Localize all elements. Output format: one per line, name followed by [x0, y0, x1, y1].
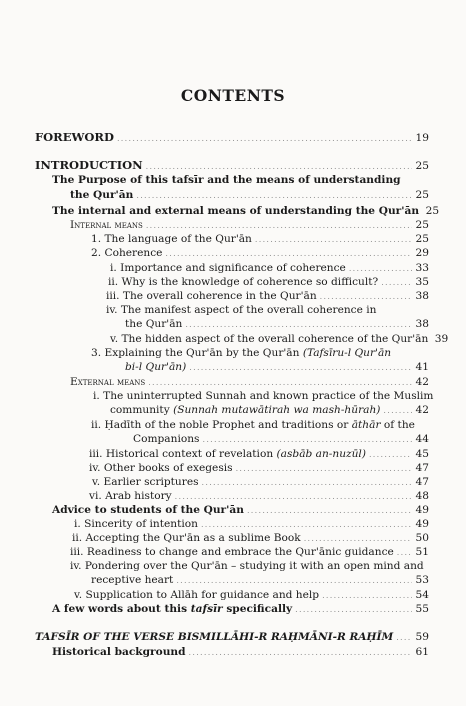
leader-dots [165, 247, 412, 260]
entry-number: iv. [89, 462, 101, 474]
entry-title-cont: bi-l Qur'ān) [125, 361, 187, 373]
entry-number: iii. [70, 546, 84, 558]
entry-title: Arab history [105, 490, 172, 502]
entry-title: A few words about this [52, 603, 188, 615]
page-number: 59 [415, 631, 429, 643]
page-number: 47 [415, 476, 429, 488]
entry-title: TAFSĪR OF THE VERSE BISMILLĀHI-R RAḤMĀNI-R RAḤĪM [35, 631, 394, 643]
entry-title: Explaining the Qur'ān by the Qur'ān [104, 347, 300, 359]
page-number: 47 [415, 462, 429, 474]
entry-number: v. [92, 476, 101, 488]
page-number: 33 [415, 262, 429, 274]
page-number: 54 [415, 589, 429, 601]
entry-title: Other books of exegesis [103, 462, 233, 474]
page-number: 35 [415, 276, 429, 288]
entry-title-italic: āthār [351, 419, 381, 431]
entry-title: Historical context of revelation [105, 448, 274, 460]
page-title: CONTENTS [180, 86, 286, 105]
entry-title-cont: Companions [133, 433, 200, 445]
page-number: 39 [434, 333, 449, 345]
leader-dots [255, 233, 412, 246]
entry-title-tail: specifically [226, 603, 293, 615]
page-number: 44 [415, 433, 429, 445]
entry-title-italic: (Tafsīru-l Qur'ān [302, 347, 392, 359]
entry-number: 3. [91, 347, 102, 359]
entry-title: The hidden aspect of the overall coherence of the Qur'ān [121, 333, 429, 345]
page-number: 53 [415, 574, 429, 586]
leader-dots [176, 574, 412, 587]
entry-title-cont: community [110, 404, 170, 416]
entry-number: iii. [89, 448, 103, 460]
entry-title: Advice to students of the Qur'ān [52, 504, 244, 516]
entry-title-tail: of the [383, 419, 415, 431]
entry-number: 2. [91, 247, 102, 259]
entry-title-cont: receptive heart [91, 574, 174, 586]
page-number: 51 [415, 546, 429, 558]
entry-title: Why is the knowledge of coherence so difficult? [121, 276, 379, 288]
leader-dots [322, 589, 412, 602]
page-number: 25 [415, 233, 429, 245]
entry-title: The language of the Qur'ān [104, 233, 252, 245]
entry-title: Earlier scriptures [103, 476, 199, 488]
entry-title: Pondering over the Qur'ān – studying it with an open mind and [84, 560, 424, 572]
entry-title: Importance and significance of coherence [120, 262, 346, 274]
leader-dots [397, 546, 412, 559]
entry-title: The internal and external means of understanding the Qur'ān [52, 205, 420, 217]
entry-title-italic: (asbāb an-nuzūl) [276, 448, 366, 460]
leader-dots [202, 476, 412, 489]
page-number: 42 [415, 404, 429, 416]
entry-title: FOREWORD [35, 130, 114, 144]
entry-title-cont: the Qur'ān [70, 189, 134, 201]
page-number: 38 [415, 318, 429, 330]
page-number: 45 [415, 448, 429, 460]
entry-title-italic: tafsīr [190, 603, 223, 615]
leader-dots [381, 276, 412, 289]
entry-number: ii. [108, 276, 119, 288]
page-number: 41 [415, 361, 429, 373]
leader-dots [189, 361, 412, 374]
page-number: 42 [415, 376, 429, 388]
entry-number: i. [110, 262, 117, 274]
leader-dots [383, 404, 412, 417]
leader-dots [320, 290, 412, 303]
page-number: 49 [415, 504, 429, 516]
leader-dots [295, 603, 412, 616]
entry-title: External means [70, 376, 146, 388]
entry-number: v. [110, 333, 119, 345]
leader-dots [146, 219, 412, 232]
entry-title: Coherence [104, 247, 163, 259]
entry-title: Internal means [70, 219, 143, 231]
entry-number: iv. [70, 560, 82, 572]
leader-dots [349, 262, 412, 275]
leader-dots [396, 631, 412, 644]
entry-number: 1. [91, 233, 102, 245]
page-number: 25 [415, 219, 429, 231]
entry-number: v. [74, 589, 83, 601]
page-number: 50 [415, 532, 429, 544]
page-number: 48 [415, 490, 429, 502]
leader-dots [304, 532, 412, 545]
entry-title: Accepting the Qur'ān as a sublime Book [85, 532, 301, 544]
page-number: 55 [415, 603, 429, 615]
leader-dots [189, 646, 412, 659]
page-number: 61 [415, 646, 429, 658]
page-number: 25 [415, 189, 429, 201]
entry-number: i. [93, 390, 100, 402]
leader-dots [117, 132, 412, 145]
leader-dots [201, 518, 412, 531]
entry-number: ii. [72, 532, 83, 544]
entry-title: The Purpose of this tafsīr and the means of understanding [52, 174, 401, 186]
entry-title: Supplication to Allāh for guidance and help [85, 589, 320, 601]
page-number: 25 [425, 205, 440, 217]
page-number: 19 [415, 132, 429, 144]
entry-title: Readiness to change and embrace the Qur'ānic guidance [86, 546, 394, 558]
entry-number: iv. [106, 304, 118, 316]
leader-dots [146, 160, 412, 173]
entry-title-italic: (Sunnah mutawātirah wa mash-hūrah) [173, 404, 381, 416]
leader-dots [175, 490, 412, 503]
page-number: 29 [415, 247, 429, 259]
entry-title: INTRODUCTION [35, 158, 143, 172]
leader-dots [369, 448, 412, 461]
entry-number: i. [74, 518, 81, 530]
entry-number: iii. [106, 290, 120, 302]
entry-title: The manifest aspect of the overall coherence in [120, 304, 377, 316]
leader-dots [202, 433, 412, 446]
page-number: 49 [415, 518, 429, 530]
leader-dots [185, 318, 412, 331]
page-number: 38 [415, 290, 429, 302]
leader-dots [136, 189, 412, 202]
leader-dots [236, 462, 412, 475]
entry-title: The uninterrupted Sunnah and known practice of the Muslim [103, 390, 434, 402]
leader-dots [148, 376, 412, 389]
entry-title: Ḥadīth of the noble Prophet and traditions or [104, 419, 349, 431]
entry-number: ii. [91, 419, 102, 431]
page-number: 25 [415, 160, 429, 172]
entry-title: Sincerity of intention [84, 518, 198, 530]
entry-title: The overall coherence in the Qur'ān [122, 290, 317, 302]
entry-number: vi. [89, 490, 102, 502]
entry-title: Historical background [52, 646, 186, 658]
leader-dots [247, 504, 412, 517]
entry-title-cont: the Qur'ān [125, 318, 183, 330]
